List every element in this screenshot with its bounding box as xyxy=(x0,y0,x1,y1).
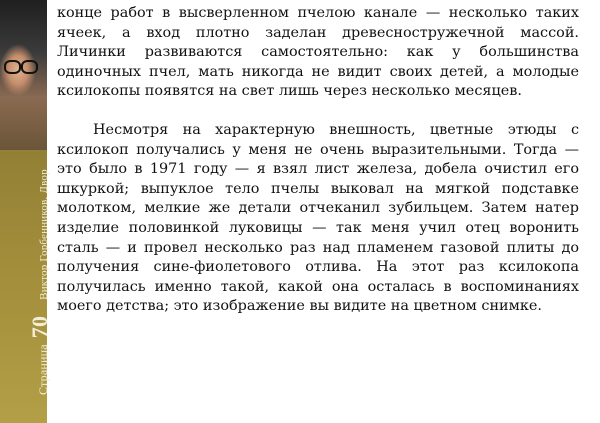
paragraph: Несмотря на характерную внешность, цветные этюды с ксилокоп получались у меня не очень выразительными. Тогда — это было в 1971 году — я взял лист железа, добела очистил его шкуркой; выпуклое тело пчелы выковал на мягкой подставке молотком, мелкие же детали отчеканил зубильцем. Затем натер изделие половинкой луковицы — так меня учил отец воронить сталь — и провел несколько раз над пламенем газовой плиты до получения сине-фиолетового отлива. На этот раз ксилокопа получилась именно такой, какой она осталась в воспоминаниях моего детства; это изображение вы видите на цветном снимке. xyxy=(57,121,579,315)
paragraph: конце работ в высверленном пчелою канале — несколько таких ячеек, а вход плотно заделан древесностружечной массой. Личинки развиваются самостоятельно: как у большинства одиночных пчел, мать никогда не видит своих детей, а молодые ксилокопы появятся на свет лишь через несколько месяцев. xyxy=(57,5,579,100)
page-number: 70 xyxy=(27,315,52,339)
page-content xyxy=(57,4,579,317)
author-title: Виктор Горбенников. Двор xyxy=(38,169,50,300)
sidebar xyxy=(0,0,52,423)
page-label: Страница xyxy=(36,344,50,395)
vertical-caption xyxy=(27,169,53,395)
author-photo xyxy=(0,0,47,150)
glasses-icon xyxy=(4,60,38,72)
